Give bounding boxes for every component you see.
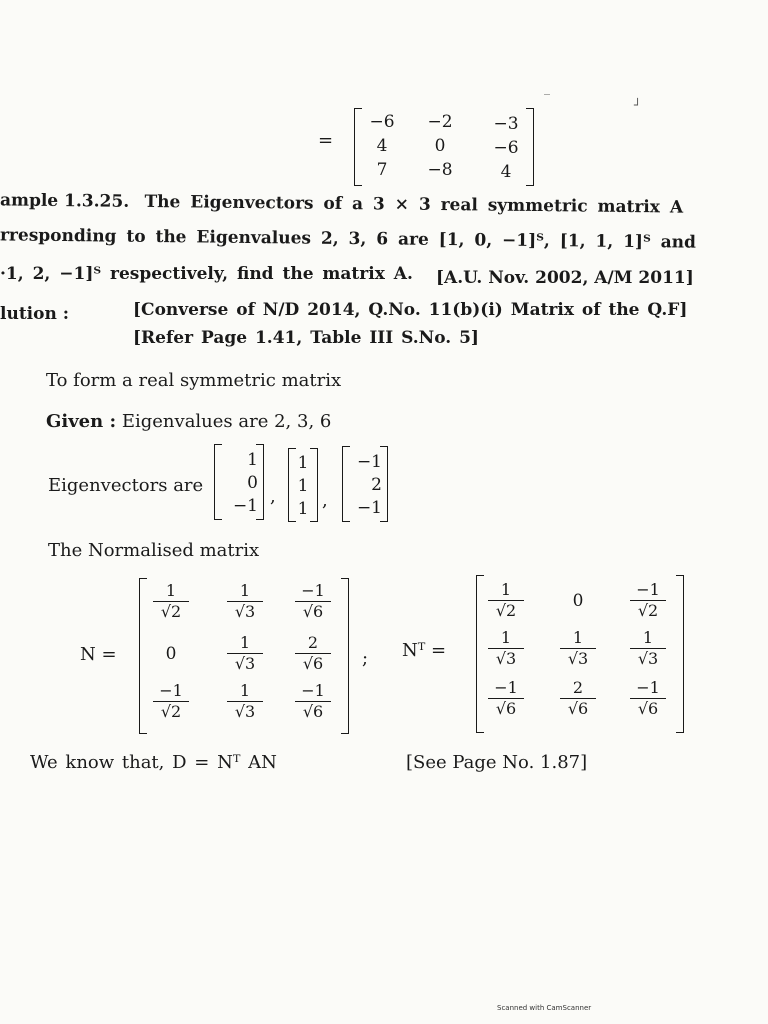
fraction-numerator: −1 (301, 681, 325, 700)
fraction-numerator: 1 (239, 681, 251, 700)
top-matrix-cell: −2 (427, 112, 453, 132)
eigenvector-1 (214, 444, 264, 520)
solution-ref-1: [Converse of N/D 2014, Q.No. 11(b)(i) Matrix of the Q.F] (133, 300, 688, 320)
matrix-fraction (291, 634, 335, 673)
fraction-denominator: √6 (302, 702, 324, 721)
top-matrix (354, 108, 534, 186)
fraction-numerator: 2 (307, 633, 319, 652)
see-page-ref: [See Page No. 1.87] (406, 752, 588, 773)
matrix-entry: 0 (165, 644, 177, 664)
matrix-fraction (149, 582, 193, 621)
given-line (46, 411, 331, 432)
eigenvector-cell: −1 (356, 498, 382, 518)
fraction-numerator: 1 (239, 633, 251, 652)
nt-matrix (476, 575, 684, 733)
eigenvector-cell: 1 (297, 476, 309, 496)
top-matrix-cell: −3 (493, 114, 519, 134)
nt-label: Nᵀ = (402, 640, 447, 661)
fraction-denominator: √2 (495, 601, 517, 620)
fraction-numerator: −1 (494, 678, 518, 697)
fraction-denominator: √3 (637, 649, 659, 668)
top-matrix-cell: 4 (376, 136, 388, 156)
matrix-entry: 0 (572, 591, 584, 611)
top-matrix-cell: 0 (434, 136, 446, 156)
fraction-denominator: √3 (567, 649, 589, 668)
top-equals: = (318, 130, 334, 151)
matrix-fraction (223, 634, 267, 673)
fraction-numerator: −1 (159, 681, 183, 700)
eigenvector-cell: −1 (232, 496, 258, 516)
matrix-fraction (223, 682, 267, 721)
matrix-fraction (484, 581, 528, 620)
eigenvector-cell: 2 (371, 475, 382, 495)
example-text: The Eigenvectors of a 3 × 3 real symmetric matrix A (144, 191, 684, 218)
fraction-numerator: 2 (572, 678, 584, 697)
fraction-denominator: √3 (234, 602, 256, 621)
matrix-fraction (149, 682, 193, 721)
example-line-3a: ·1, 2, −1]ᵀ respectively, find the matrix A. (0, 264, 413, 284)
solution-label: lution : (0, 304, 70, 324)
given-text: Eigenvalues are 2, 3, 6 (121, 411, 332, 432)
stray-mark: ‾ (544, 92, 550, 106)
matrix-fraction (626, 581, 670, 620)
comma: , (322, 490, 328, 511)
normalised-heading: The Normalised matrix (48, 540, 260, 561)
given-label: Given : (46, 411, 117, 432)
n-label: N = (80, 644, 117, 665)
matrix-fraction (556, 679, 600, 718)
matrix-fraction (626, 629, 670, 668)
matrix-fraction (626, 679, 670, 718)
n-matrix (139, 578, 349, 734)
matrix-fraction (223, 582, 267, 621)
fraction-denominator: √6 (637, 699, 659, 718)
eigenvector-cell: 1 (297, 499, 309, 519)
eigenvectors-label: Eigenvectors are (48, 475, 204, 496)
fraction-numerator: −1 (636, 580, 660, 599)
top-matrix-cell: −6 (493, 138, 519, 158)
matrix-fraction (291, 582, 335, 621)
top-matrix-cell: 4 (500, 162, 512, 182)
fraction-denominator: √3 (234, 654, 256, 673)
eigenvector-cell: 0 (247, 473, 258, 493)
fraction-denominator: √6 (302, 602, 324, 621)
fraction-denominator: √3 (495, 649, 517, 668)
matrix-fraction (556, 629, 600, 668)
top-matrix-cell: −6 (369, 112, 395, 132)
fraction-numerator: −1 (301, 581, 325, 600)
fraction-denominator: √2 (637, 601, 659, 620)
example-line-2: rresponding to the Eigenvalues 2, 3, 6 are [1, 0, −1]ᵀ, [1, 1, 1]ᵀ and (0, 225, 697, 253)
fraction-numerator: 1 (572, 628, 584, 647)
fraction-denominator: √2 (160, 602, 182, 621)
fraction-denominator: √2 (160, 702, 182, 721)
fraction-numerator: 1 (642, 628, 654, 647)
body-line-1: To form a real symmetric matrix (46, 370, 342, 391)
matrix-separator: ; (362, 648, 369, 669)
fraction-numerator: 1 (500, 580, 512, 599)
matrix-fraction (484, 629, 528, 668)
fraction-numerator: 1 (165, 581, 177, 600)
fraction-numerator: −1 (636, 678, 660, 697)
matrix-fraction (484, 679, 528, 718)
eigenvector-cell: 1 (247, 450, 258, 470)
eigenvector-2 (288, 448, 318, 522)
fraction-denominator: √6 (495, 699, 517, 718)
scanner-footer: Scanned with CamScanner (497, 1004, 592, 1012)
example-heading: ample 1.3.25. (0, 190, 130, 212)
we-know-line: We know that, D = Nᵀ AN (30, 752, 277, 773)
top-matrix-cell: −8 (427, 160, 453, 180)
top-matrix-cell: 7 (376, 160, 388, 180)
stray-mark: ┘ (634, 98, 642, 112)
fraction-denominator: √6 (567, 699, 589, 718)
example-source: [A.U. Nov. 2002, A/M 2011] (436, 268, 694, 288)
fraction-denominator: √6 (302, 654, 324, 673)
matrix-fraction (291, 682, 335, 721)
fraction-numerator: 1 (239, 581, 251, 600)
example-line-1 (0, 190, 683, 217)
solution-ref-2: [Refer Page 1.41, Table III S.No. 5] (133, 328, 479, 348)
fraction-denominator: √3 (234, 702, 256, 721)
eigenvector-cell: 1 (297, 453, 309, 473)
fraction-numerator: 1 (500, 628, 512, 647)
comma: , (270, 486, 276, 507)
eigenvector-3 (342, 446, 388, 522)
eigenvector-cell: −1 (356, 452, 382, 472)
